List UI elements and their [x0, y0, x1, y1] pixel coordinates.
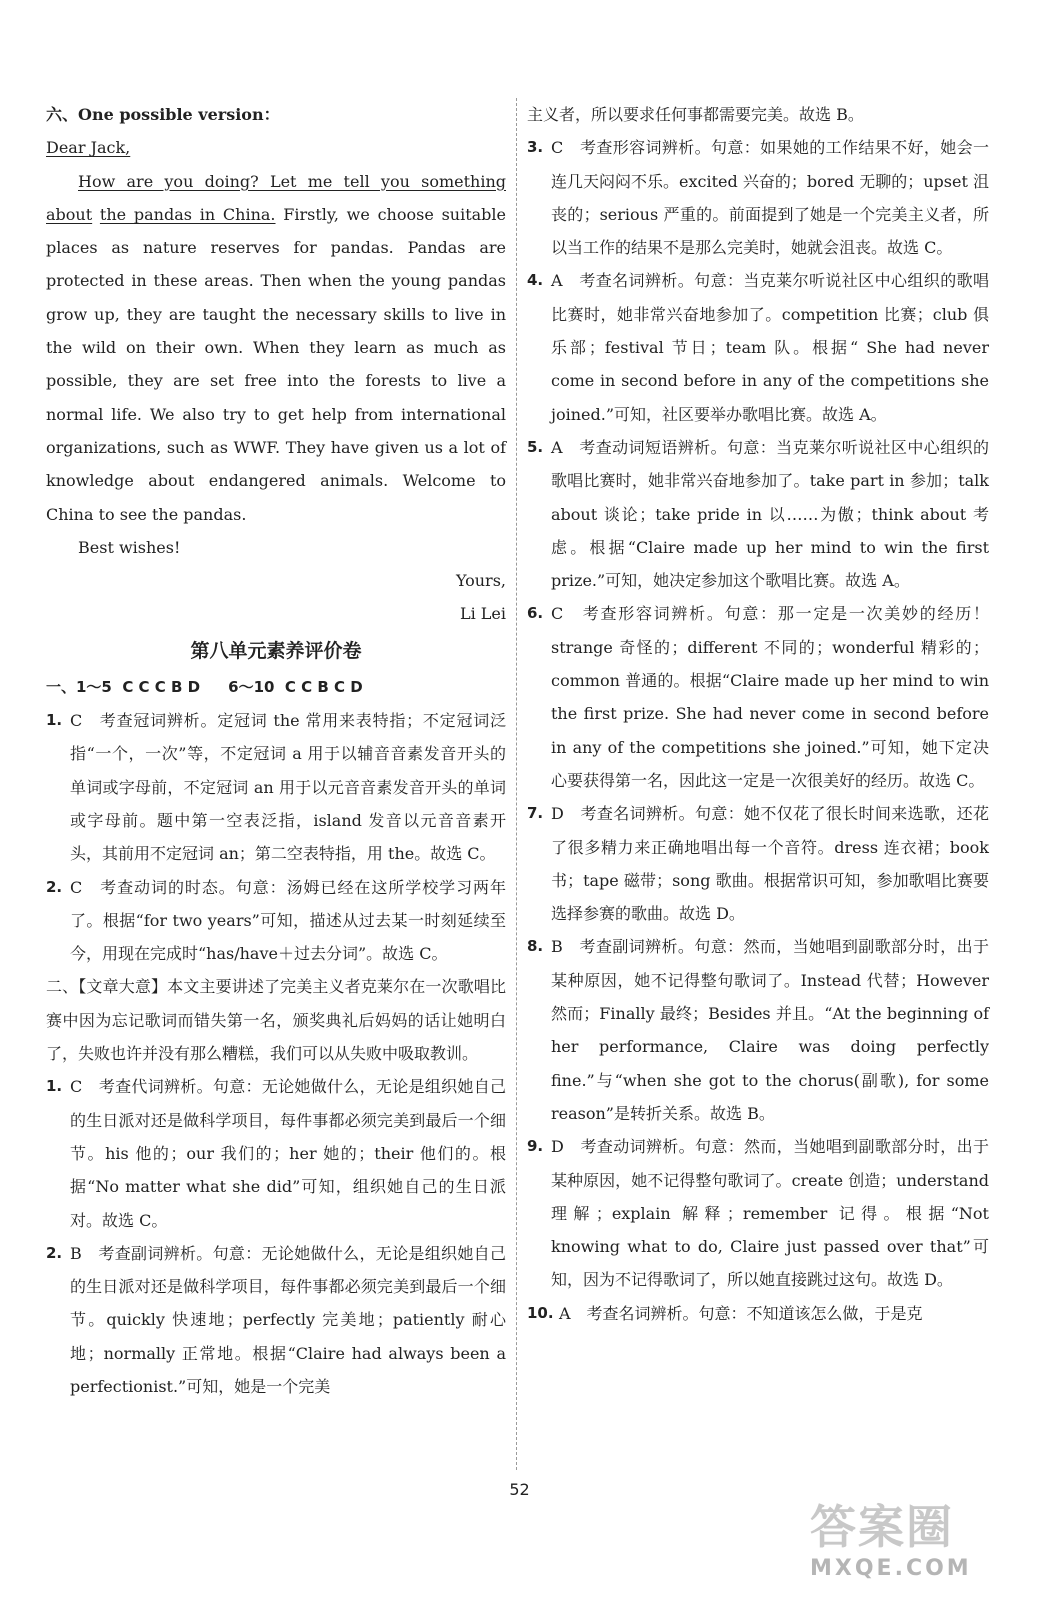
left-column — [46, 98, 506, 1403]
answers-1-5: C C C B D — [122, 677, 201, 696]
explanation-item: 9. D 考查动词辨析。句意：然而，当她唱到副歌部分时，出于某种原因，她不记得整句歌词了。create 创造；understand 理解；explain 解释；remember 记得。根据“Not knowing what to do, Claire just passed over that”可知，因为不记得歌词了，所以她直接跳过这句。故选 D。 — [527, 1137, 989, 1290]
right-column — [527, 98, 989, 1330]
explanation-item: 1. C 考查代词辨析。句意：无论她做什么，无论是组织她自己的生日派对还是做科学项目，每件事都必须完美到最后一个细节。his 他的；our 我们的；her 她的；their 他们的。根据“No matter what she did”可知，组织她自己的生日派对。故选 C。 — [46, 1077, 506, 1230]
page-number: 52 — [509, 1480, 530, 1499]
answers-6-10: C C B C D — [284, 677, 363, 696]
letter-yours: Yours, — [455, 571, 506, 591]
explanation-item: 1. C 考查冠词辨析。定冠词 the 常用来表特指；不定冠词泛指“一个，一次”等，不定冠词 a 用于以辅音音素发音开头的单词或字母前，不定冠词 an 用于以元音音素发音开头的单词或字母前。题中第一空表泛指，island 发音以元音音素开头，其前用不定冠词 an；第二空表特指，用 the。故选 C。 — [46, 711, 506, 864]
salutation: Dear Jack, — [46, 138, 131, 158]
explanation-item: 2. C 考查动词的时态。句意：汤姆已经在这所学校学习两年了。根据“for two years”可知，描述从过去某一时刻延续至今，用现在完成时“has/have＋过去分词”。故选 C。 — [46, 877, 506, 964]
column-divider — [516, 98, 517, 1470]
continued-text: 主义者，所以要求任何事都需要完美。故选 B。 — [527, 105, 864, 124]
explanation-item: 8. B 考查副词辨析。句意：然而，当她唱到副歌部分时，出于某种原因，她不记得整句歌词了。Instead 代替；However 然而；Finally 最终；Besides 并且。“At the beginning of her performance, Claire was doing perfectly fine.”与“when she got to the chorus(副歌), for some reason”是转折关系。故选 B。 — [527, 937, 989, 1123]
unit-title: 第八单元素养评价卷 — [190, 639, 362, 662]
explanation-item: 2. B 考查副词辨析。句意：无论她做什么，无论是组织她自己的生日派对还是做科学项目，每件事都必须完美到最后一个细节。quickly 快速地；perfectly 完美地；patiently 耐心地；normally 正常地。根据“Claire had always been a perfectionist.”可知，她是一个完美 — [46, 1243, 506, 1396]
letter-body: How are you doing? Let me tell you something about the pandas in China. Firstly, we choose suitable places as nature reserves for pandas. Pandas are protected in these areas. Then when the young pandas grow up, they are taught the necessary skills to live in the wild on their own. When they learn as much as possible, they are set free into the forests to live a normal life. We also try to get help from international organizations, such as WWF. They have given us a lot of knowledge about endangered animals. Welcome to China to see the pandas. — [46, 171, 506, 524]
answers-row — [46, 671, 506, 704]
explanation-item: 10. A 考查名词辨析。句意：不知道该怎么做，于是克 — [527, 1303, 923, 1323]
watermark-logo — [810, 1500, 1020, 1594]
section-6-heading: 六、One possible version： — [46, 105, 280, 124]
explanation-item: 5. A 考查动词短语辨析。句意：当克莱尔听说社区中心组织的歌唱比赛时，她非常兴奋地参加了。take part in 参加；talk about 谈论；take pride in 以……为傲；think about 考虑。根据“Claire made up her mind to win the first prize.”可知，她决定参加这个歌唱比赛。故选 A。 — [527, 437, 989, 591]
explanation-item: 4. A 考查名词辨析。句意：当克莱尔听说社区中心组织的歌唱比赛时，她非常兴奋地参加了。competition 比赛；club 俱乐部；festival 节日；team 队。根据“ She had never come in second before in any of the competitions she joined.”可知，社区要举办歌唱比赛。故选 A。 — [527, 271, 989, 424]
explanation-item: 7. D 考查名词辨析。句意：她不仅花了很长时间来选歌，还花了很多精力来正确地唱出每一个音符。dress 连衣裙；book 书；tape 磁带；song 歌曲。根据常识可知，参加歌唱比赛要选择参赛的歌曲。故选 D。 — [527, 804, 989, 924]
explanation-item: 6. C 考查形容词辨析。句意：那一定是一次美妙的经历！strange 奇怪的；different 不同的；wonderful 精彩的；common 普通的。根据“Claire made up her mind to win the first prize. She had never come in second before in any of the competitions she joined.”可知，她下定决心要获得第一名，因此这一定是一次很美好的经历。故选 C。 — [527, 604, 989, 790]
letter-signature: Li Lei — [459, 604, 506, 624]
watermark-top: 答案圈 — [810, 1500, 954, 1554]
answers-6-10-label: 6～10 — [228, 677, 275, 696]
section-2-summary: 二、【文章大意】本文主要讲述了完美主义者克莱尔在一次歌唱比赛中因为忘记歌词而错失第一名，颁奖典礼后妈妈的话让她明白了，失败也许并没有那么糟糕，我们可以从失败中吸取教训。 — [46, 977, 506, 1064]
letter-closing: Best wishes! — [78, 537, 181, 557]
watermark-bottom: MXQE.COM — [810, 1556, 972, 1581]
answers-1-5-label: 一、1～5 — [46, 677, 112, 696]
explanation-item: 3. C 考查形容词辨析。句意：如果她的工作结果不好，她会一连几天闷闷不乐。excited 兴奋的；bored 无聊的；upset 沮丧的；serious 严重的。前面提到了她是一个完美主义者，所以当工作的结果不是那么完美时，她就会沮丧。故选 C。 — [527, 138, 989, 258]
